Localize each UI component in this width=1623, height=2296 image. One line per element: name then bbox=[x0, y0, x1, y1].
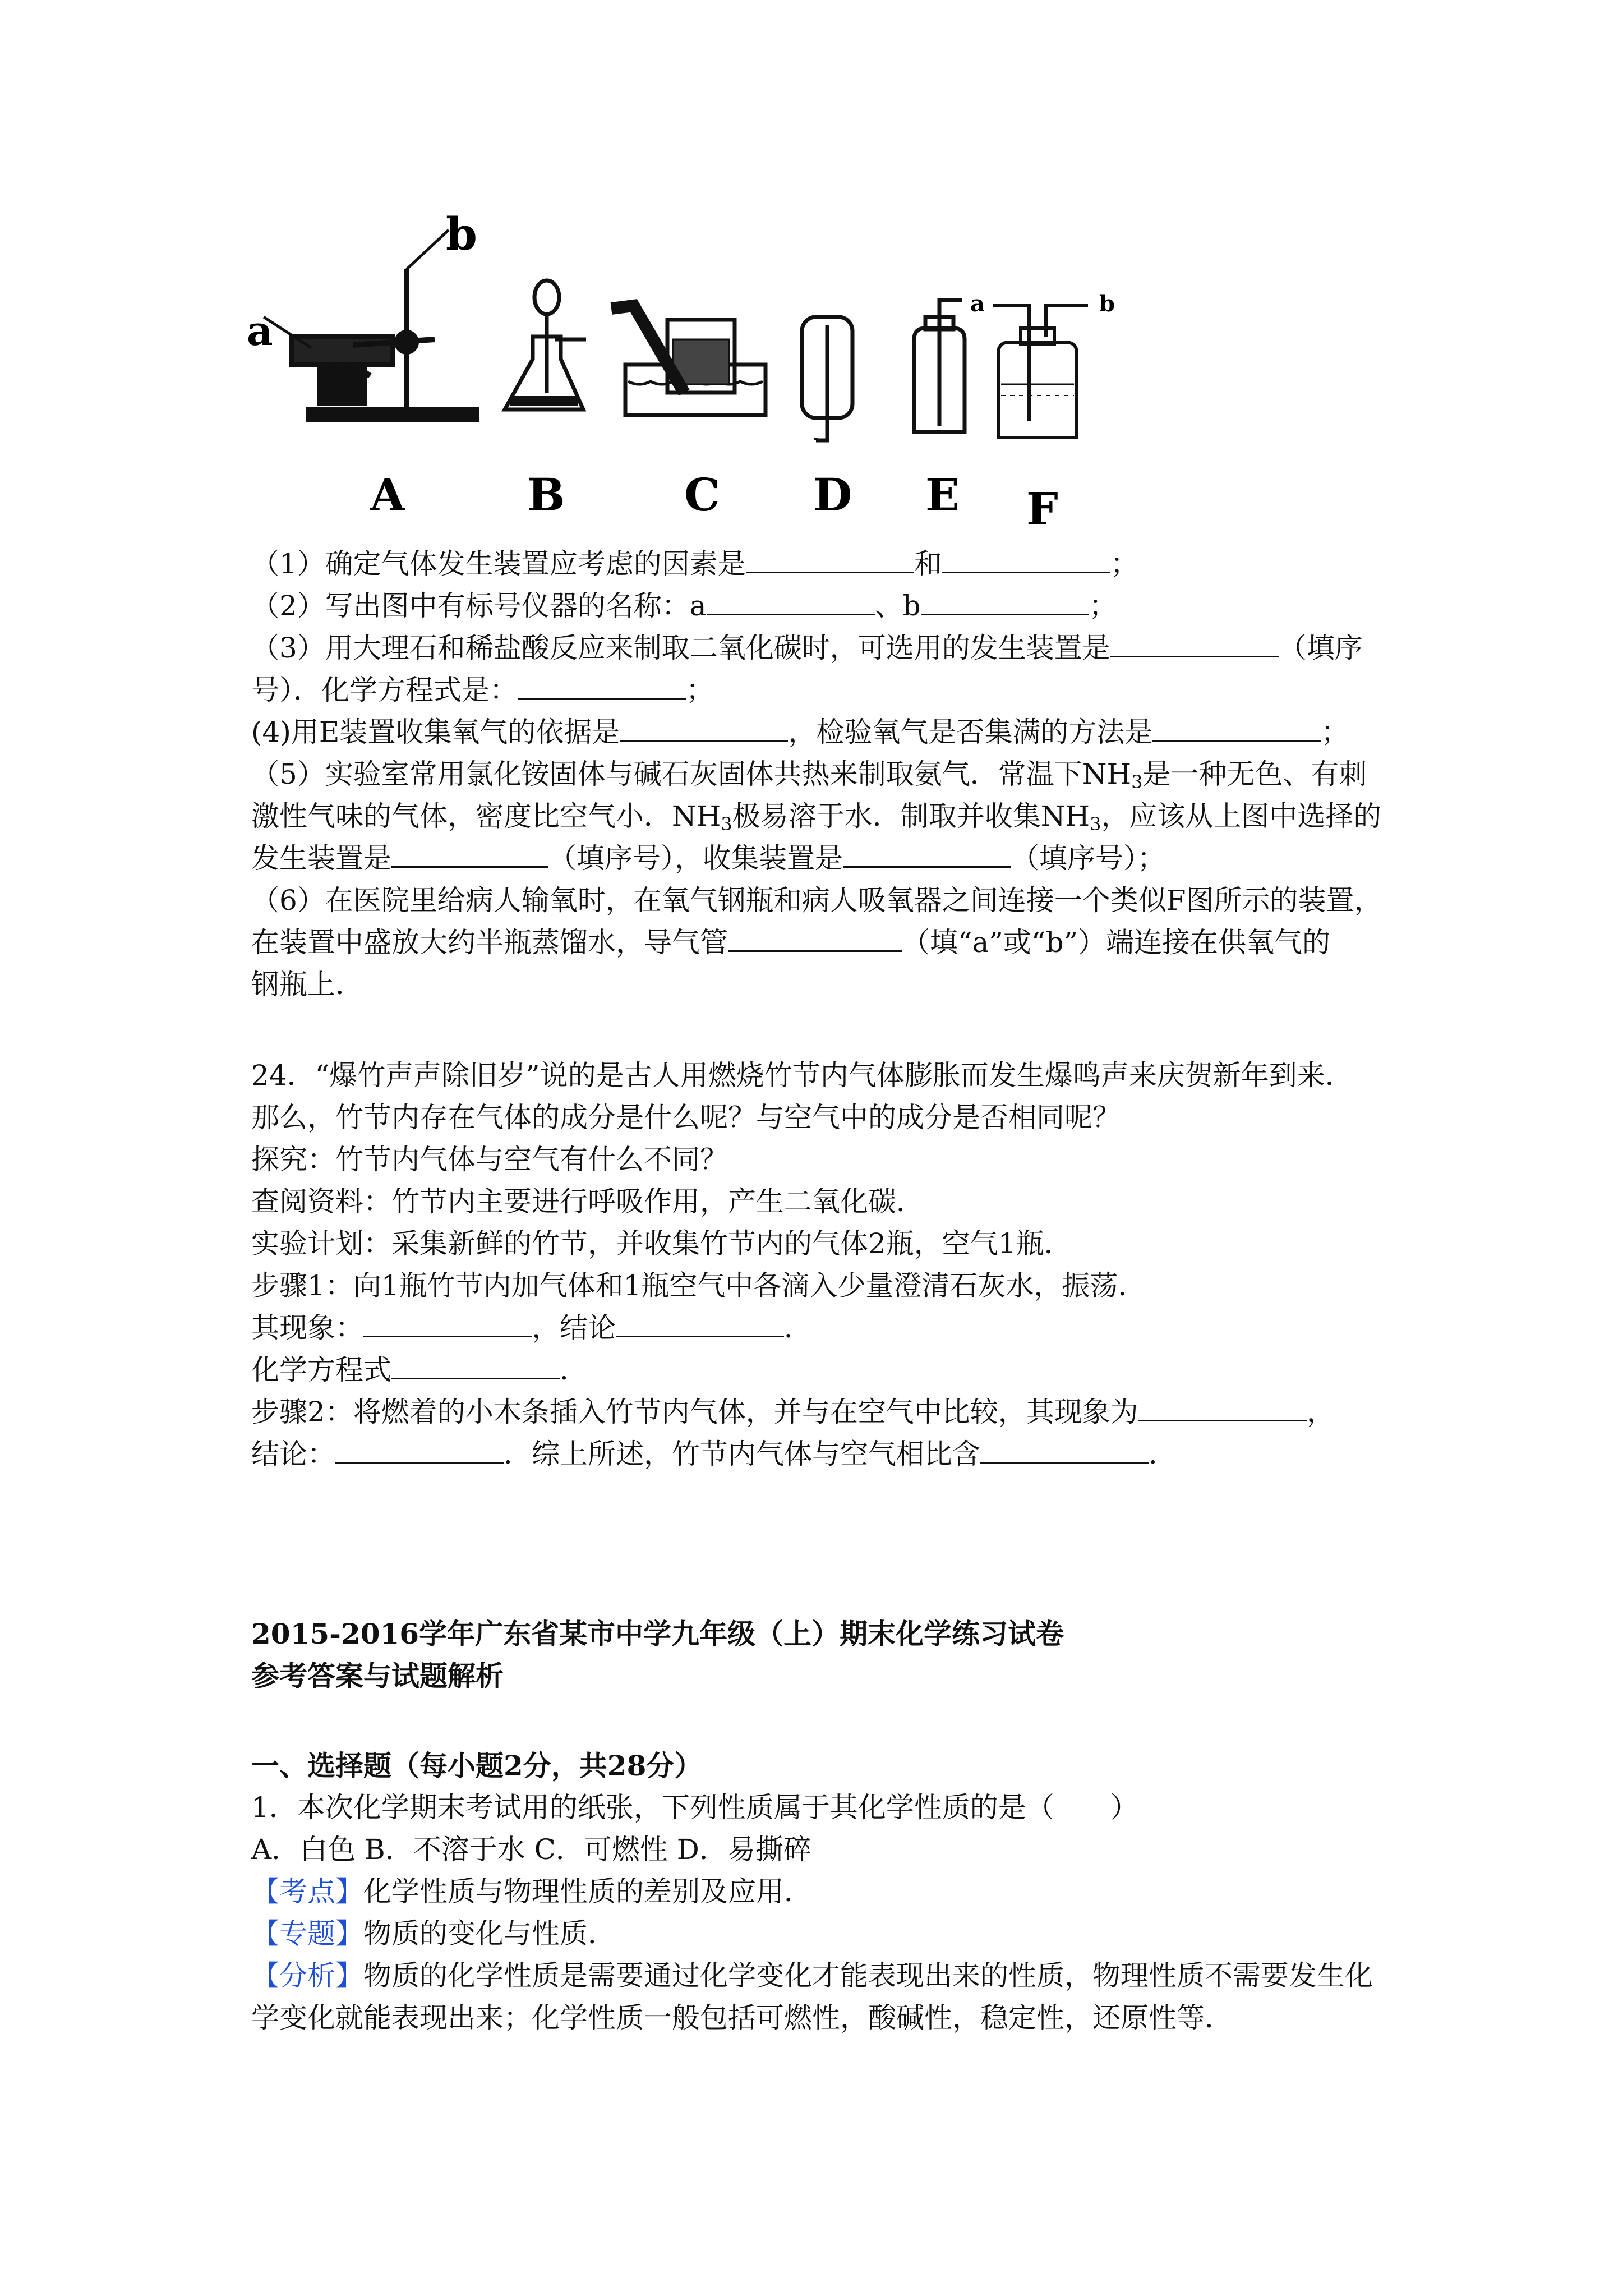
q24-line7: 其现象： ，结论 ． bbox=[251, 1312, 812, 1344]
q23-part2: （2）写出图中有标号仪器的名称：a 、b ； bbox=[251, 590, 1117, 622]
apparatus-b bbox=[505, 280, 586, 409]
answers-subtitle: 参考答案与试题解析 bbox=[251, 1659, 504, 1692]
fenxi-row-2: 学变化就能表现出来；化学性质一般包括可燃性，酸碱性，稳定性，还原性等． bbox=[251, 2001, 1233, 2034]
answer-blank[interactable] bbox=[1110, 631, 1279, 657]
kaodian-tag: 【考点】 bbox=[251, 1875, 363, 1908]
answer-blank[interactable] bbox=[707, 589, 875, 615]
zhuanti-row: 【专题】物质的变化与性质． bbox=[251, 1917, 616, 1950]
answer-blank[interactable] bbox=[363, 1311, 532, 1337]
fenxi-row: 【分析】物质的化学性质是需要通过化学变化才能表现出来的性质，物理性质不需要发生化 bbox=[251, 1959, 1373, 1992]
apparatus-e bbox=[914, 300, 965, 432]
answer-blank[interactable] bbox=[518, 673, 686, 700]
q24-line4: 查阅资料：竹节内主要进行呼吸作用，产生二氧化碳． bbox=[251, 1185, 924, 1218]
answer-q1: 1．本次化学期末考试用的纸张，下列性质属于其化学性质的是（ ） bbox=[251, 1791, 1138, 1824]
q24-line5: 实验计划：采集新鲜的竹节，并收集竹节内的气体2瓶，空气1瓶． bbox=[251, 1227, 1072, 1260]
label-f-a: a bbox=[970, 291, 985, 317]
answer-blank[interactable] bbox=[942, 547, 1110, 573]
answer-blank[interactable] bbox=[980, 1437, 1149, 1464]
apparatus-f bbox=[993, 306, 1088, 438]
q24-line8: 化学方程式 ． bbox=[251, 1354, 588, 1386]
zhuanti-tag: 【专题】 bbox=[251, 1917, 363, 1950]
q23-part5-line1: （5）实验室常用氯化铵固体与碱石灰固体共热来制取氨气．常温下$NH_3$是一种无色、有刺 bbox=[251, 758, 1367, 793]
answer-blank[interactable] bbox=[391, 841, 548, 868]
q23-part6-line1: （6）在医院里给病人输氧时，在氧气钢瓶和病人吸氧器之间连接一个类似F图所示的装置， bbox=[251, 884, 1382, 917]
apparatus-c bbox=[611, 306, 766, 415]
q23-part5-line3: 发生装置是 （填序号），收集装置是 （填序号）； bbox=[251, 842, 1165, 875]
answer-blank[interactable] bbox=[335, 1437, 504, 1464]
answer-blank[interactable] bbox=[843, 841, 1011, 868]
q24-line2: 那么，竹节内存在气体的成分是什么呢？与空气中的成分是否相同呢？ bbox=[251, 1101, 1121, 1134]
q23-part1: （1）确定气体发生装置应考虑的因素是 和 ； bbox=[251, 547, 1138, 580]
q24-line9: 步骤2：将燃着的小木条插入竹节内气体，并与在空气中比较，其现象为 ， bbox=[251, 1396, 1335, 1428]
answer-blank[interactable] bbox=[391, 1353, 560, 1379]
q24-line1: 24．“爆竹声声除旧岁”说的是古人用燃烧竹节内气体膨胀而发生爆鸣声来庆贺新年到来． bbox=[251, 1059, 1353, 1092]
q24-line6: 步骤1：向1瓶竹节内加气体和1瓶空气中各滴入少量澄清石灰水，振荡． bbox=[251, 1269, 1146, 1302]
q23-part4: (4)用E装置收集氧气的依据是 ，检验氧气是否集满的方法是 ； bbox=[251, 716, 1349, 748]
apparatus-label-c: C bbox=[684, 468, 720, 521]
q24-line10: 结论： ．综上所述，竹节内气体与空气相比含 ． bbox=[251, 1438, 1177, 1470]
q23-part5-line2: 激性气味的气体，密度比空气小．$NH_3$极易溶于水．制取并收集$NH_3$，应该从上图中选择的 bbox=[251, 800, 1382, 835]
answer-blank[interactable] bbox=[921, 589, 1089, 615]
apparatus-label-e: E bbox=[925, 468, 960, 521]
answer-q1-options: A．白色 B．不溶于水 C．可燃性 D．易撕碎 bbox=[251, 1833, 811, 1866]
q23-part6-line2: 在装置中盛放大约半瓶蒸馏水，导气管 （填“a”或“b”）端连接在供氧气的 bbox=[251, 926, 1331, 959]
apparatus-label-f: F bbox=[1026, 482, 1058, 527]
apparatus-d bbox=[802, 317, 852, 440]
answer-blank[interactable] bbox=[1152, 715, 1321, 742]
q24-line3: 探究：竹节内气体与空气有什么不同？ bbox=[251, 1143, 728, 1176]
q23-part3-line2: 号）．化学方程式是： ； bbox=[251, 674, 714, 706]
q23-part3-line1: （3）用大理石和稀盐酸反应来制取二氧化碳时，可选用的发生装置是 （填序 bbox=[251, 632, 1363, 664]
section-heading: 一、选择题（每小题2分，共28分） bbox=[251, 1749, 703, 1782]
apparatus-diagram bbox=[241, 208, 1206, 527]
answer-blank[interactable] bbox=[746, 547, 914, 573]
answer-blank[interactable] bbox=[1138, 1395, 1307, 1421]
label-a: a bbox=[247, 307, 273, 355]
q23-part6-line3: 钢瓶上． bbox=[251, 968, 363, 1001]
apparatus-label-d: D bbox=[813, 468, 852, 521]
answer-blank[interactable] bbox=[616, 1311, 784, 1337]
kaodian-row: 【考点】化学性质与物理性质的差别及应用． bbox=[251, 1875, 812, 1908]
label-f-b: b bbox=[1099, 291, 1115, 317]
apparatus-figure bbox=[241, 208, 1206, 527]
answer-blank[interactable] bbox=[620, 715, 788, 742]
apparatus-label-a: A bbox=[370, 468, 405, 521]
label-b: b bbox=[446, 208, 477, 260]
fenxi-tag: 【分析】 bbox=[251, 1959, 363, 1992]
apparatus-a bbox=[264, 230, 477, 420]
apparatus-label-b: B bbox=[527, 468, 565, 521]
answer-blank[interactable] bbox=[728, 926, 902, 952]
answers-title: 2015-2016学年广东省某市中学九年级（上）期末化学练习试卷 bbox=[251, 1617, 1064, 1650]
